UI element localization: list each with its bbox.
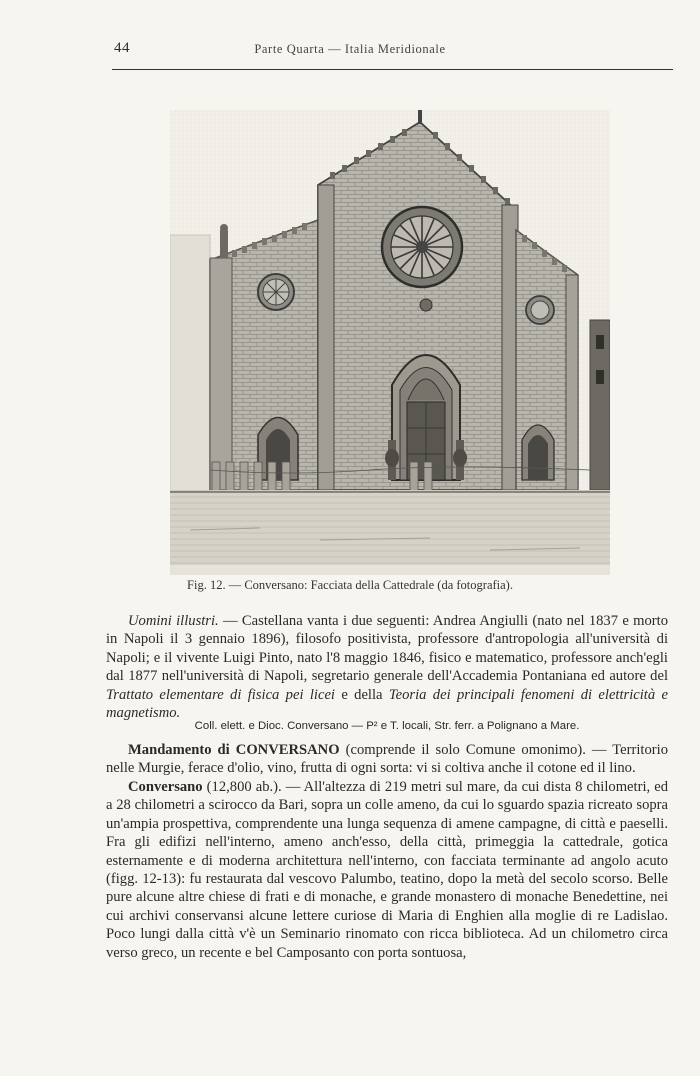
paragraph-text: (12,800 ab.). — All'altezza di 219 metri sul mare, da cui dista 8 chilometri, ed a 28 chilometri a scirocco da Bari, sopra un colle ameno, da cui lo sguardo spazia ricreato sopra un'ampia prospettiva, comprendente una lunga sequenza di amene campagne, di città e paeselli. Fra gli edifizi nell'interno, ameno anch'esso, della città, primeggia la cattedrale, gotica esternamente e di moderna architettura nell'interno, con facciata terminante ad angolo acuto (figg. 12-13): fu restaurata dal vescovo Palumbo, teatino, dopo la metà del secolo scorso. Belle pure alcune altre chiese di frati e di monache, e grande monastero di monache Benedettine, nei cui archivi conservansi alcune lettere curiose di Maria di Enghien alla moglie di re Ladislao. Poco lungi dalla città v'è un Seminario rinomato con ricca biblioteca. Ad un chilometro circa verso greco, un recente e bel Camposanto con porta sontuosa, bbox=[106, 779, 668, 961]
paragraph-conversano bbox=[106, 778, 668, 962]
paragraph-illustrious-men bbox=[106, 612, 668, 722]
paragraph-text: — Castellana vanta i due seguenti: Andrea Angiulli (nato nel 1837 e morto in Napoli il 3 gennaio 1896), filosofo positivista, professore d'antropologia all'università di Napoli; e il vivente Luigi Pinto, nato l'8 maggio 1846, fisico e matematico, professore anch'egli dal 1877 nell'università di Napoli, segretario generale dell'Accademia Pontaniana ed autore del bbox=[106, 613, 668, 685]
cathedral-illustration bbox=[170, 110, 610, 575]
page-number: 44 bbox=[114, 40, 130, 56]
book-title: Trattato elementare di fisica pei licei bbox=[106, 686, 335, 703]
paragraph-lead: Conversano bbox=[128, 779, 203, 795]
header-rule bbox=[112, 69, 673, 70]
book-title: Teoria dei principali fenomeni di elettricità e magnetismo. bbox=[106, 686, 668, 722]
electoral-note: Coll. elett. e Dioc. Conversano — P² e T. locali, Str. ferr. a Polignano a Mare. bbox=[194, 720, 580, 732]
running-title: Parte Quarta — Italia Meridionale bbox=[254, 42, 446, 56]
figure-caption: Fig. 12. — Conversano: Facciata della Cattedrale (da fotografia). bbox=[187, 578, 513, 592]
paragraph-lead: Mandamento di CONVERSANO bbox=[128, 742, 340, 758]
paragraph-lead: Uomini illustri. bbox=[128, 613, 219, 629]
paragraph-text: (comprende il solo Comune omonimo). — Territorio nelle Murgie, ferace d'olio, vino, frutta di ogni sorta: vi si coltiva anche il cotone ed il lino. bbox=[106, 742, 668, 777]
paragraph-text: e della bbox=[334, 686, 389, 703]
paragraph-mandamento bbox=[106, 741, 668, 778]
